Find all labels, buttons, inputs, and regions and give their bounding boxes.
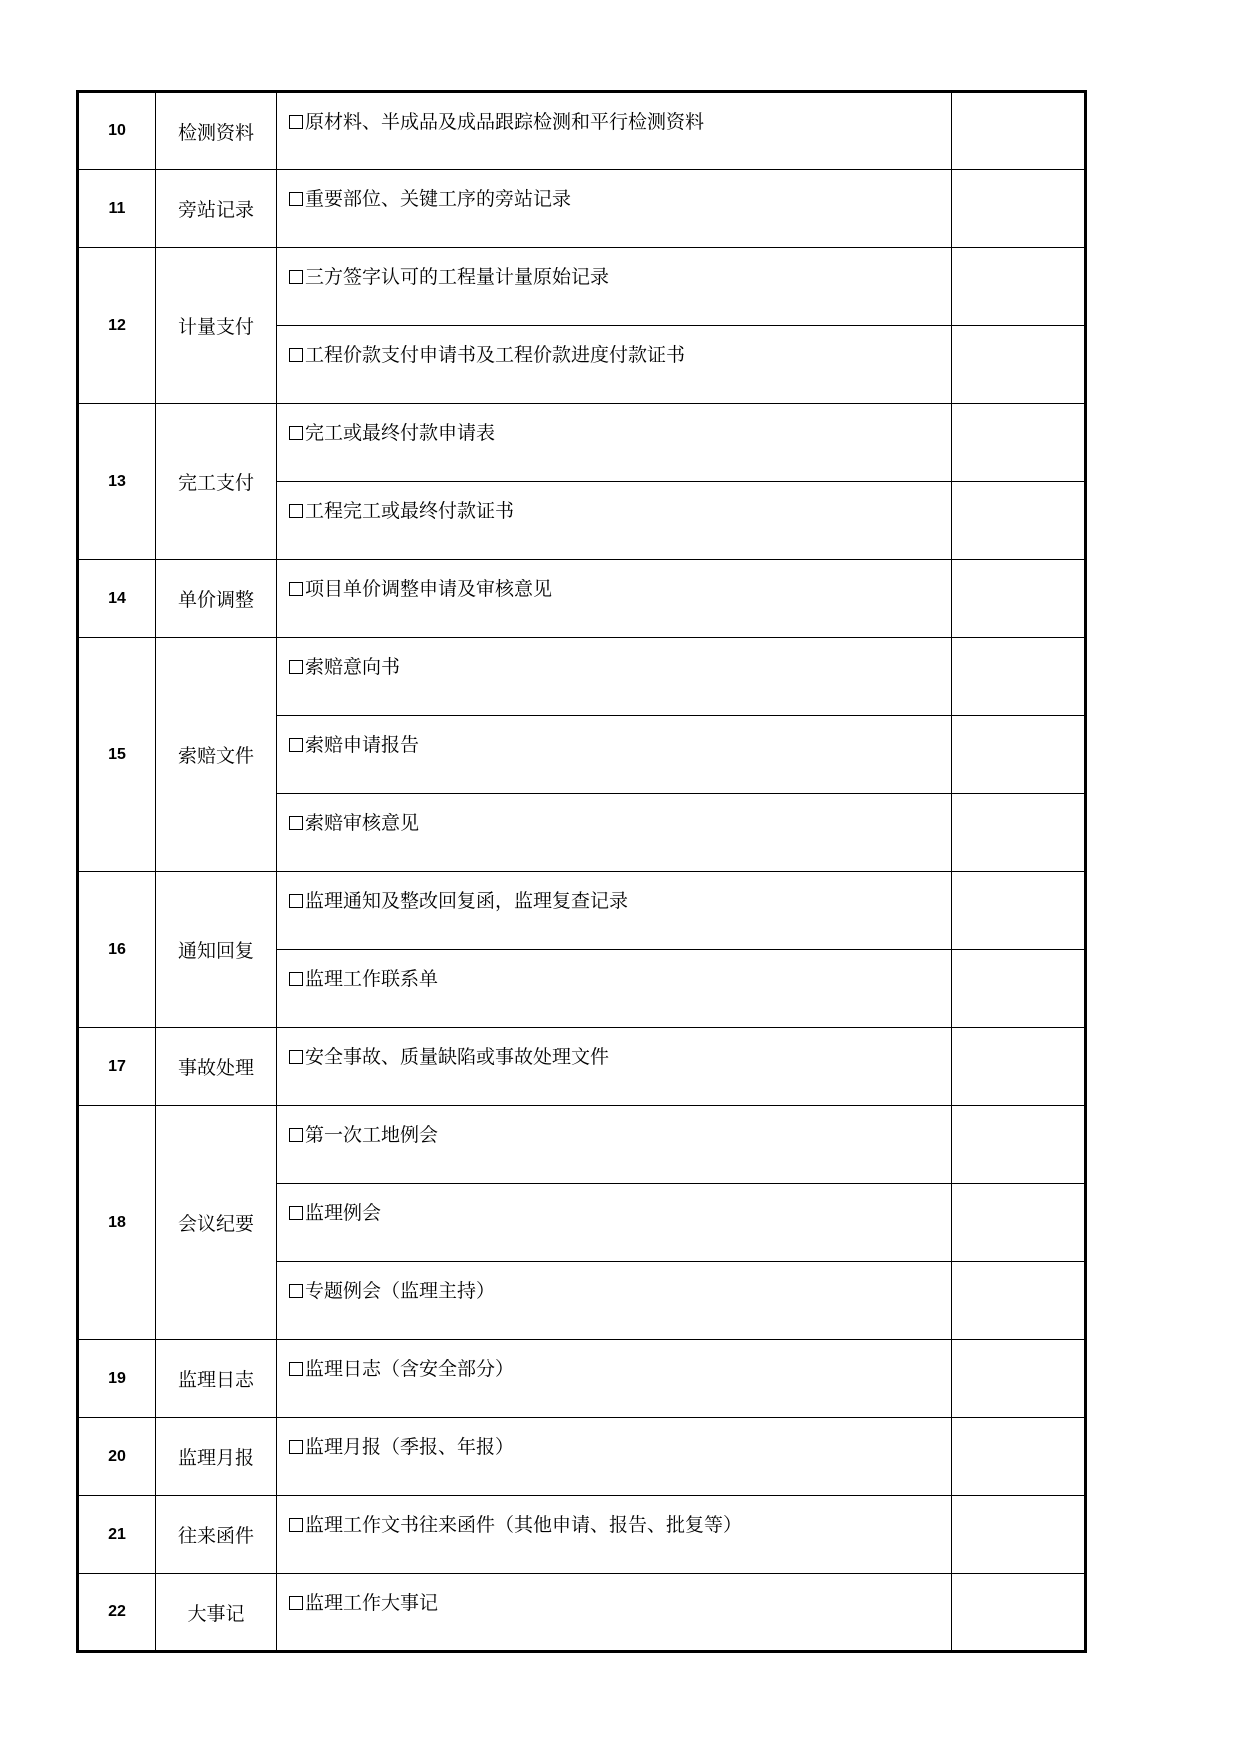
remarks-cell[interactable] bbox=[952, 1106, 1086, 1184]
table-row bbox=[78, 1028, 1086, 1106]
checkbox[interactable] bbox=[289, 894, 303, 908]
category-label: 事故处理 bbox=[156, 1028, 277, 1106]
row-number: 18 bbox=[78, 1106, 156, 1340]
checklist-item-label: 三方签字认可的工程量计量原始记录 bbox=[305, 266, 610, 288]
checklist-item bbox=[277, 716, 952, 794]
category-label: 计量支付 bbox=[156, 248, 277, 404]
checklist-item-label: 索赔意向书 bbox=[305, 656, 401, 678]
checkbox[interactable] bbox=[289, 1128, 303, 1142]
checkbox[interactable] bbox=[289, 1362, 303, 1376]
checkbox[interactable] bbox=[289, 738, 303, 752]
checklist-item bbox=[277, 92, 952, 170]
remarks-cell[interactable] bbox=[952, 872, 1086, 950]
checklist-item-label: 重要部位、关键工序的旁站记录 bbox=[305, 188, 572, 210]
checklist-item-label: 监理通知及整改回复函，监理复查记录 bbox=[305, 890, 629, 912]
row-number: 19 bbox=[78, 1340, 156, 1418]
checklist-item bbox=[277, 1106, 952, 1184]
remarks-cell[interactable] bbox=[952, 92, 1086, 170]
checklist-item-label: 监理工作联系单 bbox=[305, 968, 439, 990]
table-row bbox=[78, 170, 1086, 248]
checkbox[interactable] bbox=[289, 1050, 303, 1064]
row-number: 17 bbox=[78, 1028, 156, 1106]
remarks-cell[interactable] bbox=[952, 326, 1086, 404]
checklist-item bbox=[277, 950, 952, 1028]
table-row bbox=[78, 638, 1086, 716]
category-label: 监理日志 bbox=[156, 1340, 277, 1418]
remarks-cell[interactable] bbox=[952, 638, 1086, 716]
remarks-cell[interactable] bbox=[952, 170, 1086, 248]
checklist-item-label: 工程完工或最终付款证书 bbox=[305, 500, 515, 522]
table-row bbox=[78, 872, 1086, 950]
remarks-cell[interactable] bbox=[952, 1184, 1086, 1262]
checklist-item-label: 监理日志（含安全部分） bbox=[305, 1358, 515, 1380]
row-number: 11 bbox=[78, 170, 156, 248]
checklist-item bbox=[277, 326, 952, 404]
checklist-item-label: 安全事故、质量缺陷或事故处理文件 bbox=[305, 1046, 610, 1068]
checkbox[interactable] bbox=[289, 660, 303, 674]
checklist-item bbox=[277, 1028, 952, 1106]
checklist-item bbox=[277, 1496, 952, 1574]
table-row bbox=[78, 1574, 1086, 1652]
checklist-item-label: 监理月报（季报、年报） bbox=[305, 1436, 515, 1458]
row-number: 13 bbox=[78, 404, 156, 560]
checklist-item-label: 第一次工地例会 bbox=[305, 1124, 439, 1146]
table-body bbox=[78, 92, 1086, 1652]
remarks-cell[interactable] bbox=[952, 1340, 1086, 1418]
category-label: 监理月报 bbox=[156, 1418, 277, 1496]
table-row bbox=[78, 1418, 1086, 1496]
table-row bbox=[78, 1496, 1086, 1574]
category-label: 旁站记录 bbox=[156, 170, 277, 248]
category-label: 往来函件 bbox=[156, 1496, 277, 1574]
category-label: 大事记 bbox=[156, 1574, 277, 1652]
remarks-cell[interactable] bbox=[952, 950, 1086, 1028]
category-label: 检测资料 bbox=[156, 92, 277, 170]
checkbox[interactable] bbox=[289, 1596, 303, 1610]
checklist-page bbox=[76, 90, 1084, 1653]
checklist-item bbox=[277, 872, 952, 950]
category-label: 完工支付 bbox=[156, 404, 277, 560]
checklist-item-label: 项目单价调整申请及审核意见 bbox=[305, 578, 553, 600]
checkbox[interactable] bbox=[289, 348, 303, 362]
checklist-item bbox=[277, 1262, 952, 1340]
remarks-cell[interactable] bbox=[952, 1028, 1086, 1106]
checklist-item bbox=[277, 1184, 952, 1262]
row-number: 15 bbox=[78, 638, 156, 872]
table-row bbox=[78, 248, 1086, 326]
checkbox[interactable] bbox=[289, 115, 303, 129]
checklist-item bbox=[277, 560, 952, 638]
remarks-cell[interactable] bbox=[952, 248, 1086, 326]
category-label: 单价调整 bbox=[156, 560, 277, 638]
checkbox[interactable] bbox=[289, 270, 303, 284]
checklist-item-label: 监理工作文书往来函件（其他申请、报告、批复等） bbox=[305, 1514, 743, 1536]
table-row bbox=[78, 404, 1086, 482]
table-row bbox=[78, 560, 1086, 638]
row-number: 22 bbox=[78, 1574, 156, 1652]
remarks-cell[interactable] bbox=[952, 560, 1086, 638]
checkbox[interactable] bbox=[289, 1206, 303, 1220]
checklist-item-label: 专题例会（监理主持） bbox=[305, 1280, 496, 1302]
remarks-cell[interactable] bbox=[952, 1418, 1086, 1496]
table-row bbox=[78, 1106, 1086, 1184]
checklist-item bbox=[277, 404, 952, 482]
category-label: 通知回复 bbox=[156, 872, 277, 1028]
checklist-item bbox=[277, 248, 952, 326]
checkbox[interactable] bbox=[289, 504, 303, 518]
checklist-item bbox=[277, 170, 952, 248]
checkbox[interactable] bbox=[289, 582, 303, 596]
row-number: 10 bbox=[78, 92, 156, 170]
checklist-item-label: 索赔审核意见 bbox=[305, 812, 420, 834]
remarks-cell[interactable] bbox=[952, 404, 1086, 482]
checklist-item-label: 索赔申请报告 bbox=[305, 734, 420, 756]
remarks-cell[interactable] bbox=[952, 482, 1086, 560]
row-number: 14 bbox=[78, 560, 156, 638]
checkbox[interactable] bbox=[289, 426, 303, 440]
table-row bbox=[78, 92, 1086, 170]
checklist-item-label: 监理例会 bbox=[305, 1202, 382, 1224]
checklist-item-label: 完工或最终付款申请表 bbox=[305, 422, 496, 444]
checklist-item bbox=[277, 1340, 952, 1418]
checklist-item-label: 工程价款支付申请书及工程价款进度付款证书 bbox=[305, 344, 686, 366]
remarks-cell[interactable] bbox=[952, 1496, 1086, 1574]
checkbox[interactable] bbox=[289, 972, 303, 986]
checklist-item bbox=[277, 794, 952, 872]
row-number: 21 bbox=[78, 1496, 156, 1574]
category-label: 会议纪要 bbox=[156, 1106, 277, 1340]
checkbox[interactable] bbox=[289, 816, 303, 830]
checkbox[interactable] bbox=[289, 1284, 303, 1298]
checklist-item bbox=[277, 638, 952, 716]
checklist-item-label: 原材料、半成品及成品跟踪检测和平行检测资料 bbox=[305, 111, 705, 133]
row-number: 16 bbox=[78, 872, 156, 1028]
row-number: 20 bbox=[78, 1418, 156, 1496]
remarks-cell[interactable] bbox=[952, 794, 1086, 872]
row-number: 12 bbox=[78, 248, 156, 404]
category-label: 索赔文件 bbox=[156, 638, 277, 872]
remarks-cell[interactable] bbox=[952, 1574, 1086, 1652]
checklist-item bbox=[277, 482, 952, 560]
table-row bbox=[78, 1340, 1086, 1418]
remarks-cell[interactable] bbox=[952, 716, 1086, 794]
checkbox[interactable] bbox=[289, 1518, 303, 1532]
checklist-item bbox=[277, 1418, 952, 1496]
checkbox[interactable] bbox=[289, 1440, 303, 1454]
checklist-item bbox=[277, 1574, 952, 1652]
checklist-item-label: 监理工作大事记 bbox=[305, 1592, 439, 1614]
checklist-table bbox=[76, 90, 1087, 1653]
remarks-cell[interactable] bbox=[952, 1262, 1086, 1340]
checkbox[interactable] bbox=[289, 192, 303, 206]
